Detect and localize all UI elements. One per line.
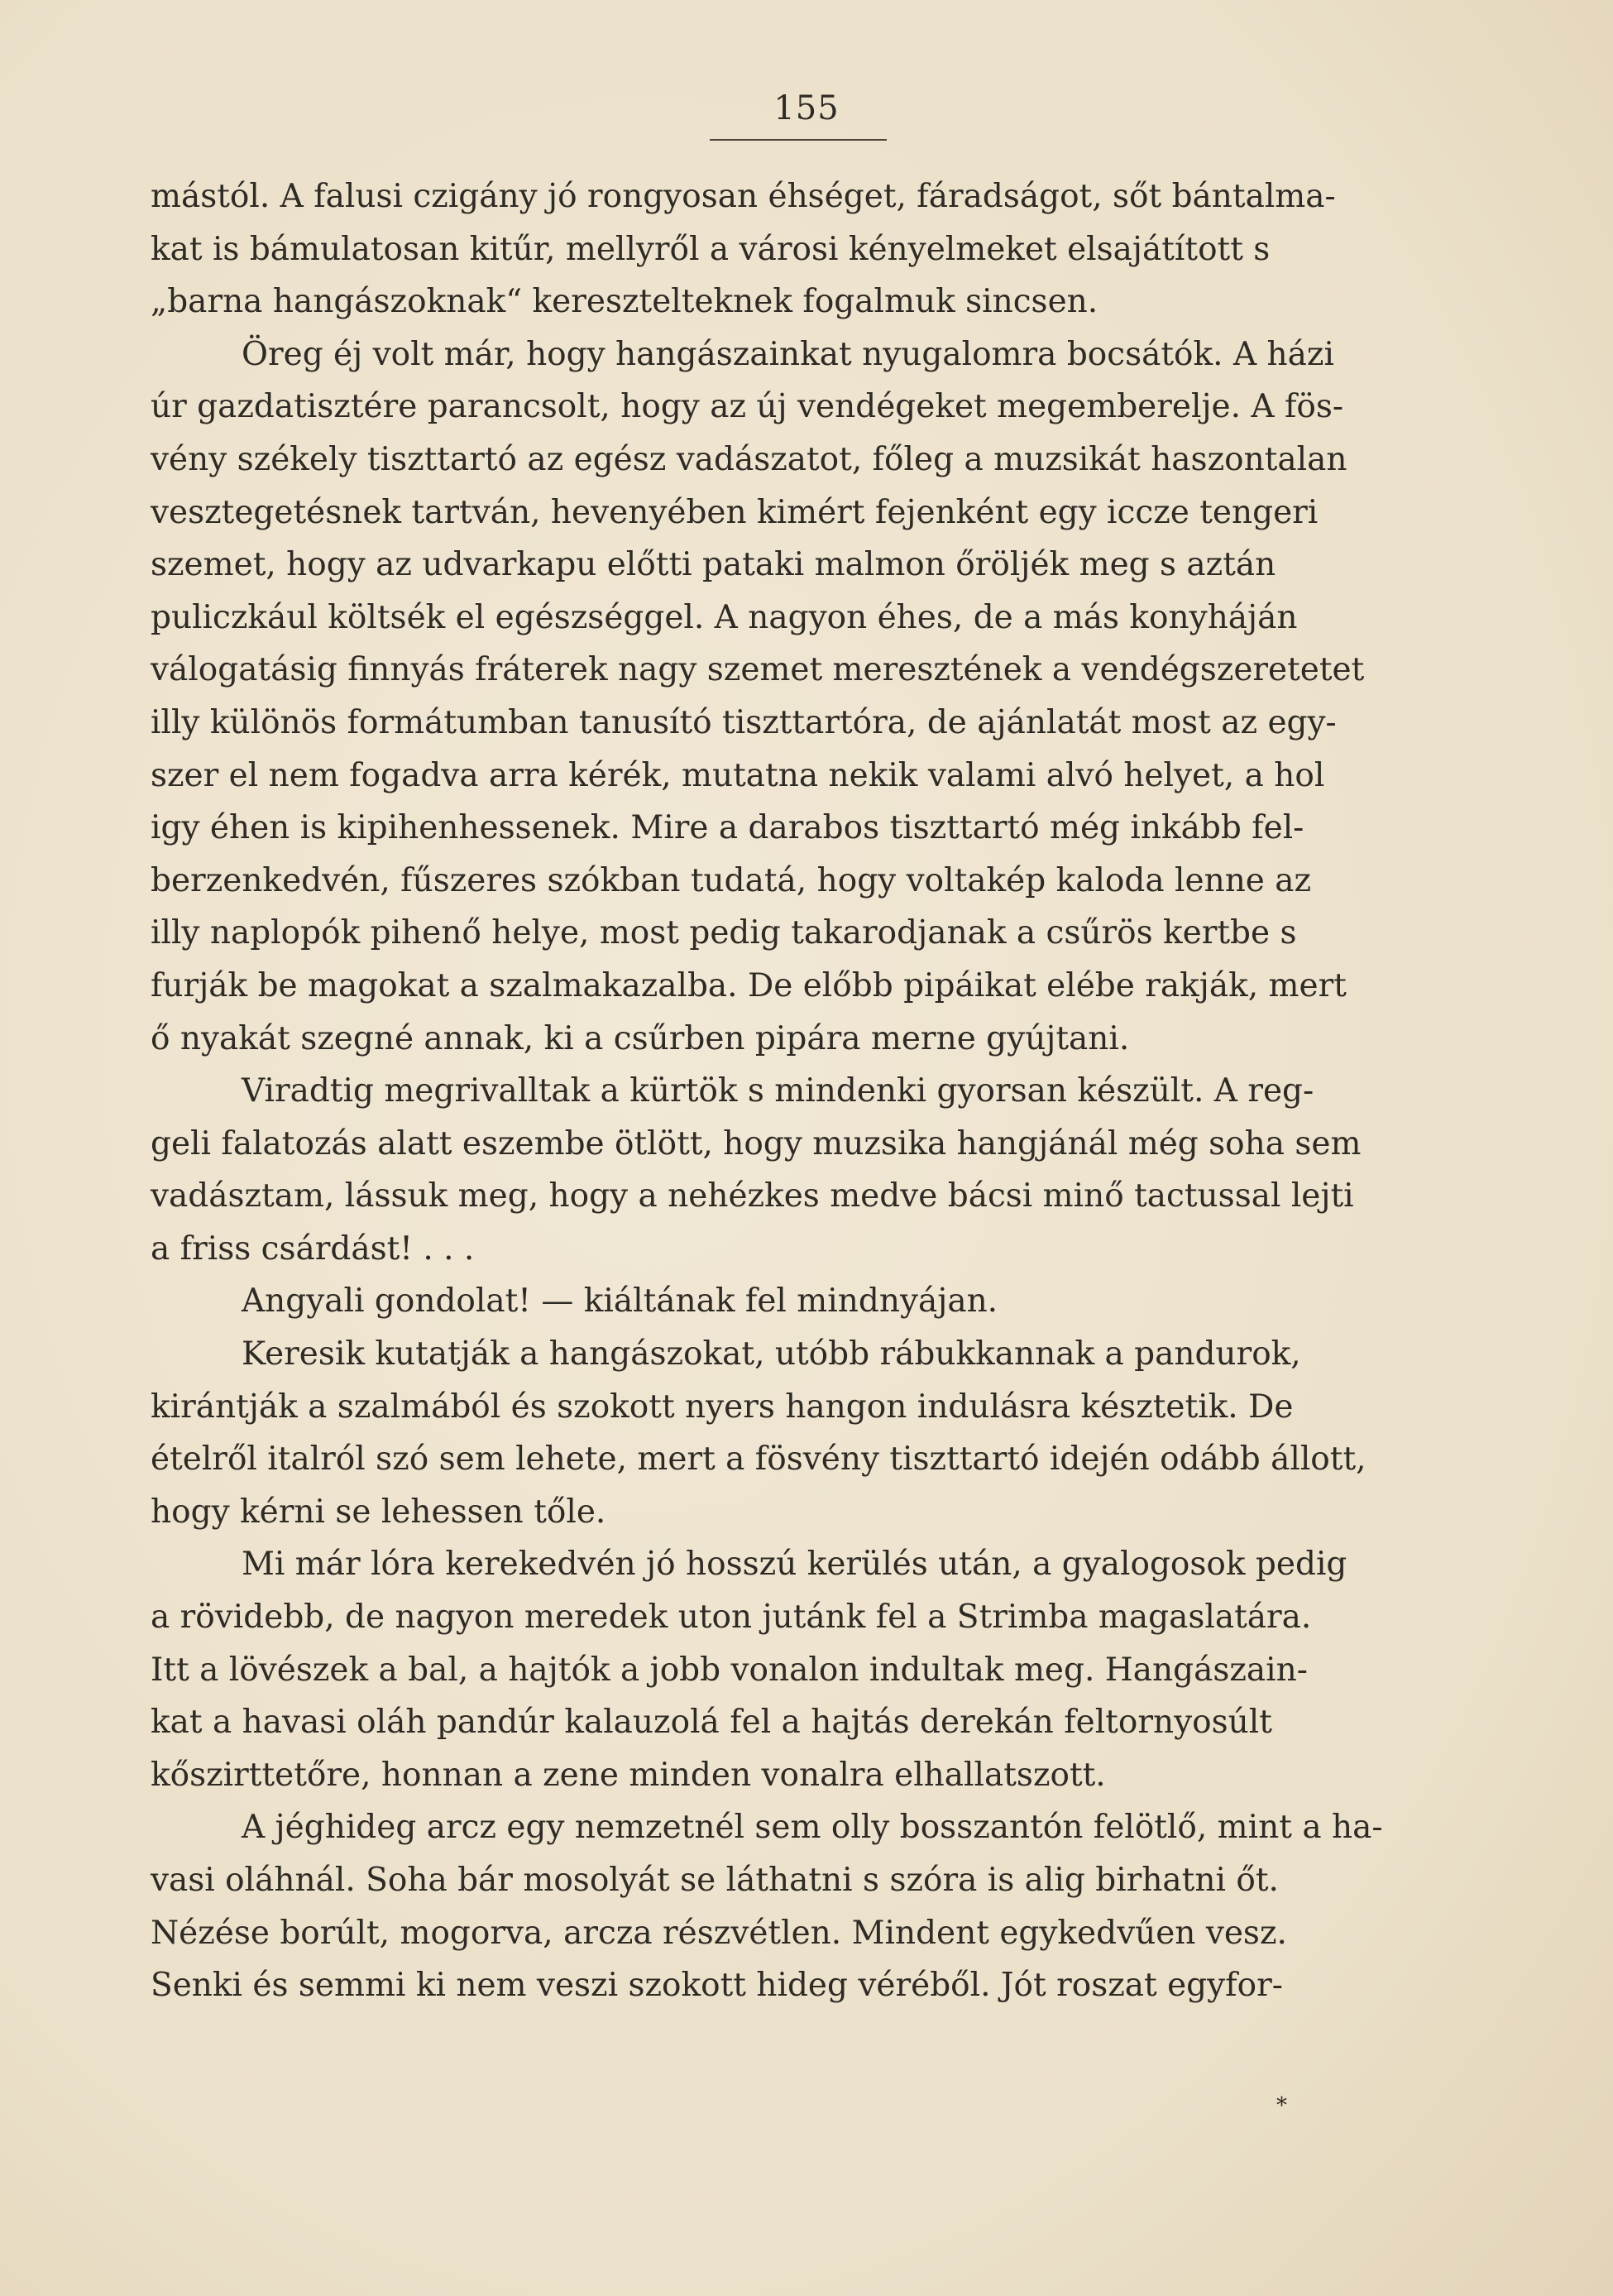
signature-mark: *: [1276, 2093, 1287, 2118]
header-rule: [710, 139, 887, 141]
text-line: illy naplopók pihenő helye, most pedig takarodjanak a csűrös kertbe s: [151, 914, 1297, 952]
text-line: kirántják a szalmából és szokott nyers hangon indulásra késztetik. De: [151, 1388, 1294, 1426]
text-line: hogy kérni se lehessen tőle.: [151, 1493, 606, 1531]
text-line: Itt a lövészek a bal, a hajtók a jobb vonalon indultak meg. Hangászain-: [151, 1651, 1308, 1689]
text-line: Öreg éj volt már, hogy hangászainkat nyugalomra bocsátók. A házi: [242, 335, 1334, 373]
text-line: kőszirttetőre, honnan a zene minden vonalra elhallatszott.: [151, 1756, 1106, 1794]
paragraph: [151, 1065, 1468, 1275]
text-line: vesztegetésnek tartván, hevenyében kimért fejenként egy iccze tengeri: [151, 493, 1319, 531]
text-line: vasi oláhnál. Soha bár mosolyát se láthatni s szóra is alig birhatni őt.: [151, 1862, 1279, 1899]
text-line: a rövidebb, de nagyon meredek uton jutánk fel a Strimba magaslatára.: [151, 1599, 1312, 1637]
text-line: A jéghideg arcz egy nemzetnél sem olly bosszantón felötlő, mint a ha-: [242, 1809, 1383, 1847]
text-line: igy éhen is kipihenhessenek. Mire a darabos tiszttartó még inkább fel-: [151, 809, 1304, 847]
text-line: Senki és semmi ki nem veszi szokott hideg véréből. Jót roszat egyfor-: [151, 1967, 1283, 2005]
text-line: ő nyakát szegné annak, ki a csűrben pipára merne gyújtani.: [151, 1019, 1130, 1057]
text-line: szemet, hogy az udvarkapu előtti pataki malmon őröljék meg s aztán: [151, 546, 1276, 584]
text-line: Mi már lóra kerekedvén jó hosszú kerülés után, a gyalogosok pedig: [242, 1546, 1347, 1584]
paragraph: [151, 1328, 1468, 1538]
text-line: Viradtig megrivalltak a kürtök s mindenki gyorsan készült. A reg-: [242, 1072, 1314, 1110]
text-line: szer el nem fogadva arra kérék, mutatna nekik valami alvó helyet, a hol: [151, 756, 1325, 794]
text-line: vadásztam, lássuk meg, hogy a nehézkes medve bácsi minő tactussal lejti: [151, 1177, 1354, 1215]
text-line: a friss csárdást! . . .: [151, 1229, 475, 1268]
text-line: illy különös formátumban tanusító tiszttartóra, de ajánlatát most az egy-: [151, 703, 1337, 741]
text-line: Nézése borúlt, mogorva, arcza részvétlen. Mindent egykedvűen vesz.: [151, 1914, 1287, 1952]
paragraph: [151, 1275, 1468, 1328]
paragraph: [151, 1538, 1468, 1801]
text-line: ételről italról szó sem lehete, mert a fösvény tiszttartó idején odább állott,: [151, 1440, 1367, 1479]
text-line: geli falatozás alatt eszembe ötlött, hogy muzsika hangjánál még soha sem: [151, 1124, 1362, 1162]
text-line: vény székely tiszttartó az egész vadászatot, főleg a muzsikát haszontalan: [151, 440, 1347, 478]
paragraph: [151, 328, 1468, 1065]
body-text: [151, 170, 1468, 2012]
text-line: berzenkedvén, fűszeres szókban tudatá, hogy voltakép kaloda lenne az: [151, 861, 1312, 899]
text-line: kat a havasi oláh pandúr kalauzolá fel a hajtás derekán feltornyosúlt: [151, 1704, 1272, 1742]
text-line: Angyali gondolat! — kiáltának fel mindnyájan.: [242, 1282, 998, 1321]
text-line: „barna hangászoknak“ keresztelteknek fogalmuk sincsen.: [151, 283, 1098, 321]
page-number: 155: [773, 89, 840, 127]
text-line: válogatásig finnyás fráterek nagy szemet meresztének a vendégszeretetet: [151, 651, 1365, 689]
paragraph: [151, 1801, 1468, 2011]
text-line: mástól. A falusi czigány jó rongyosan éhséget, fáradságot, sőt bántalma-: [151, 178, 1336, 215]
text-line: puliczkául költsék el egészséggel. A nagyon éhes, de a más konyháján: [151, 598, 1298, 636]
text-line: kat is bámulatosan kitűr, mellyről a városi kényelmeket elsajátított s: [151, 230, 1271, 268]
text-line: úr gazdatisztére parancsolt, hogy az új vendégeket megemberelje. A fös-: [151, 388, 1344, 426]
text-line: furják be magokat a szalmakazalba. De előbb pipáikat elébe rakják, mert: [151, 966, 1347, 1004]
text-line: Keresik kutatják a hangászokat, utóbb rábukkannak a pandurok,: [242, 1335, 1301, 1373]
paragraph: [151, 170, 1468, 328]
